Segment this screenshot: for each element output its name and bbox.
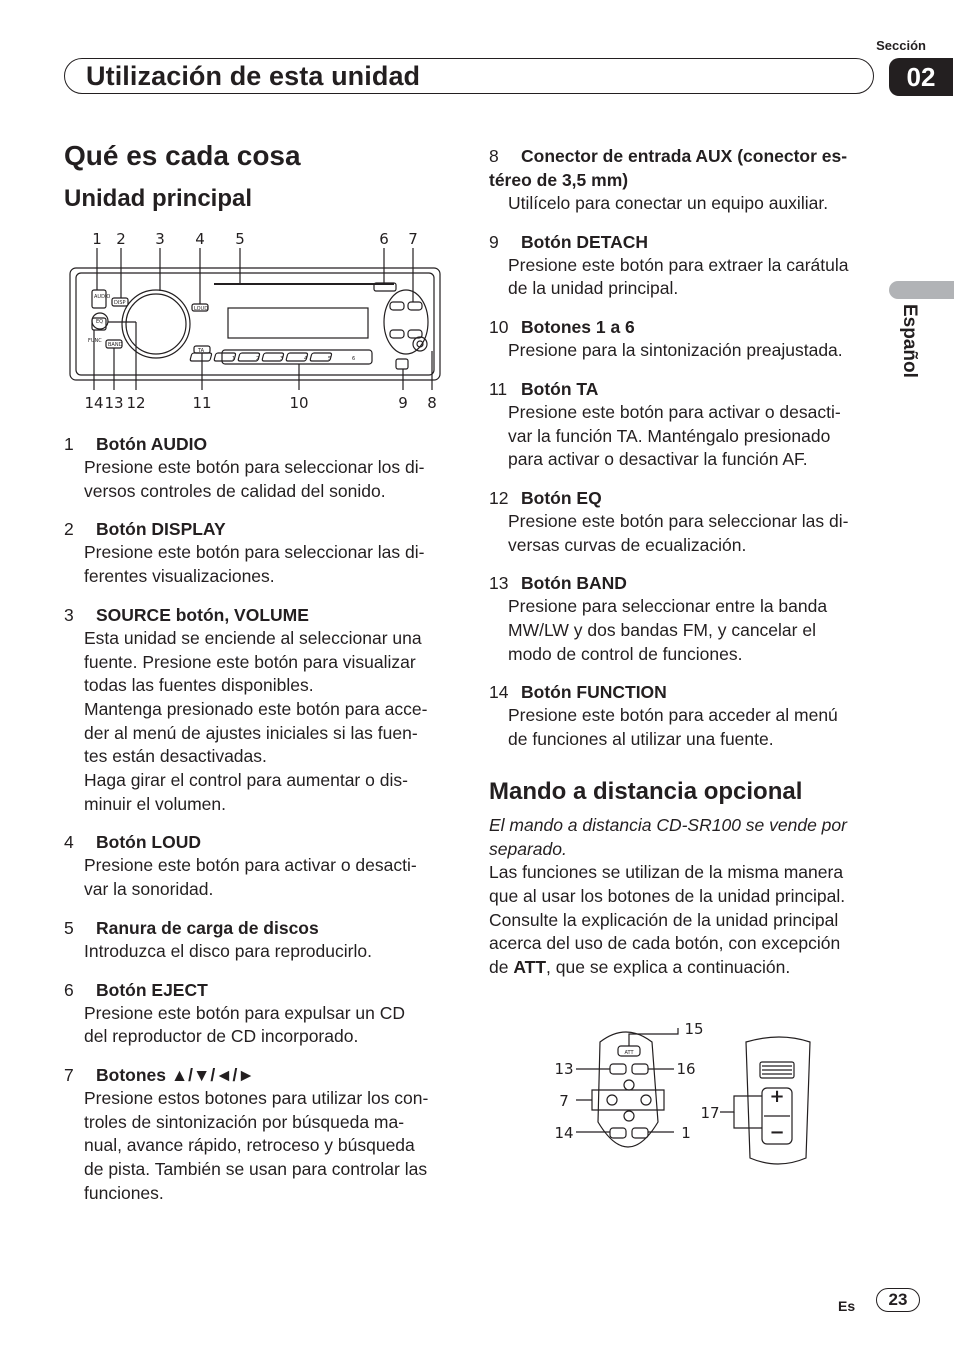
item-direction-buttons (64, 1063, 454, 1206)
item-number: 1 (64, 434, 74, 454)
callout-top-2: 2 (116, 230, 126, 248)
panel-label-loud: LOUD (194, 306, 209, 312)
item-number: 12 (489, 487, 509, 508)
item-body-line: Presione para seleccionar entre la banda (508, 596, 828, 617)
panel-label-band: BAND (108, 342, 123, 348)
remote-callout-7: 7 (559, 1092, 569, 1110)
item-title: Botón BAND (521, 573, 627, 594)
callout-top-6: 6 (379, 230, 389, 248)
item-body-line: de funciones al utilizar una fuente. (508, 729, 774, 750)
item-body-line: Presione este botón para extraer la carátula (508, 254, 849, 275)
language-side-text: Español (899, 304, 920, 378)
language-code: Es (838, 1298, 856, 1314)
detach-button-shape (396, 359, 408, 369)
panel-label-preset-6: 6 (352, 356, 356, 362)
panel-label-eq: EQ (96, 319, 104, 325)
volume-knob-shape (126, 294, 186, 354)
item-body-line: Presione este botón para seleccionar las di- (84, 542, 425, 563)
item-body-line: der al menú de ajustes iniciales si las fuen- (84, 722, 418, 743)
callout-top-5: 5 (235, 230, 245, 248)
panel-label-preset-3: 3 (280, 356, 284, 362)
item-body-line: Mantenga presionado este botón para acce- (84, 698, 428, 719)
callout-top-3: 3 (155, 230, 165, 248)
item-body-line: var la función TA. Manténgalo presionado (508, 425, 831, 446)
item-title: Botones ▲/▼/◄/► (96, 1064, 255, 1085)
callout-top-4: 4 (195, 230, 205, 248)
panel-label-preset-1: 1 (232, 356, 236, 362)
callout-bottom-8: 8 (427, 394, 437, 412)
item-title: Conector de entrada AUX (conector es- (521, 146, 848, 166)
item-eq (489, 486, 879, 557)
item-title: Ranura de carga de discos (96, 917, 319, 938)
volume-minus-label: − (769, 1122, 785, 1143)
item-title: Botón LOUD (96, 832, 201, 853)
band-button-remote (610, 1064, 626, 1074)
item-number: 9 (489, 231, 499, 252)
remote-callout-14: 14 (554, 1124, 574, 1142)
remote-note-line: separado. (489, 838, 567, 859)
panel-label-preset-2: 2 (256, 356, 260, 362)
item-number: 4 (64, 832, 74, 853)
item-detach (489, 230, 879, 301)
section-number-badge: 02 (889, 58, 953, 96)
remote-callout-15: 15 (684, 1020, 704, 1038)
section-label: Sección (876, 38, 926, 53)
item-body-line: funciones. (84, 1182, 164, 1203)
panel-label-audio: AUDIO (94, 294, 111, 300)
item-number: 7 (64, 1064, 74, 1085)
item-title: Botón DISPLAY (96, 519, 226, 540)
audio-button-remote (632, 1128, 648, 1138)
item-display (64, 517, 454, 588)
item-number: 11 (489, 378, 508, 399)
item-title: Botones 1 a 6 (521, 317, 635, 338)
item-title: Botón FUNCTION (521, 682, 667, 703)
item-body-line: modo de control de funciones. (508, 643, 743, 664)
item-body-line: Haga girar el control para aumentar o dis- (84, 770, 408, 791)
panel-label-preset-5: 5 (328, 356, 332, 362)
item-number: 6 (64, 979, 74, 1000)
item-presets (489, 315, 879, 363)
head-unit-diagram (64, 226, 454, 418)
att-keyword: ATT (513, 957, 547, 978)
item-loud (64, 830, 454, 901)
item-body-line: versas curvas de ecualización. (508, 534, 747, 555)
remote-callout-1: 1 (681, 1124, 691, 1142)
callout-bottom-11: 11 (192, 394, 212, 412)
right-item-list (489, 144, 879, 980)
callout-bottom-9: 9 (398, 394, 408, 412)
item-disc-slot (64, 916, 454, 964)
item-title: Botón TA (521, 378, 599, 399)
left-button-remote (607, 1095, 617, 1105)
remote-callout-17: 17 (700, 1104, 720, 1122)
remote-description-line: de ATT, que se explica a continuación. (489, 957, 791, 978)
direction-pad-shape (384, 290, 428, 354)
panel-label-func: FUNC (88, 338, 102, 344)
item-body-line: Introduzca el disco para reproducirlo. (84, 940, 372, 961)
item-body-line: var la sonoridad. (84, 879, 214, 900)
item-aux (489, 144, 879, 216)
page-title: Qué es cada cosa (64, 140, 301, 171)
item-title: Botón EQ (521, 487, 602, 508)
unit-subtitle: Unidad principal (64, 185, 253, 212)
item-number: 14 (489, 682, 509, 703)
item-number: 10 (489, 317, 509, 338)
item-body-line: troles de sintonización por búsqueda ma- (84, 1111, 405, 1132)
display-window-shape (228, 308, 368, 338)
item-body-line: todas las fuentes disponibles. (84, 675, 314, 696)
item-body-line: Presione este botón para seleccionar los di- (84, 457, 425, 477)
item-body-line: Presione este botón para expulsar un CD (84, 1002, 406, 1023)
down-button-remote (624, 1111, 634, 1121)
unit-faceplate (76, 273, 434, 375)
panel-label-preset-4: 4 (304, 356, 308, 362)
item-body-line: Presione estos botones para utilizar los con- (84, 1087, 429, 1108)
item-body-line: versos controles de calidad del sonido. (84, 480, 386, 501)
remote-description-line: que al usar los botones de la unidad principal. (489, 885, 846, 906)
language-side-label (890, 302, 950, 402)
left-item-list (64, 432, 454, 1219)
item-title: Botón AUDIO (96, 434, 208, 454)
remote-callout-16: 16 (676, 1060, 696, 1078)
item-body-line: Presione este botón para acceder al menú (508, 705, 838, 726)
item-band (489, 571, 879, 666)
remote-description-line: Las funciones se utilizan de la misma manera (489, 862, 844, 883)
page-number: 23 (876, 1288, 920, 1312)
item-number: 2 (64, 519, 74, 540)
item-function (489, 680, 879, 751)
remote-note-line: El mando a distancia CD-SR100 se vende por (489, 814, 847, 835)
item-number: 5 (64, 917, 74, 938)
page-header-title: Utilización de esta unidad (86, 61, 421, 91)
volume-plus-label: + (769, 1086, 785, 1107)
item-eject (64, 978, 454, 1049)
panel-label-ta: TA (198, 348, 205, 354)
item-audio (64, 432, 454, 503)
remote-diagram (548, 1012, 828, 1172)
remote-subtitle: Mando a distancia opcional (489, 777, 803, 805)
item-title: Botón DETACH (521, 231, 649, 252)
item-title-continuation: téreo de 3,5 mm) (489, 170, 629, 190)
panel-label-display: DISP (114, 300, 126, 306)
remote-description (489, 861, 879, 980)
item-ta (489, 377, 879, 472)
func-button-remote (610, 1128, 626, 1138)
item-title: SOURCE botón, VOLUME (96, 604, 309, 625)
item-title: Botón EJECT (96, 979, 208, 1000)
display-button-remote (632, 1064, 648, 1074)
remote-description-line: acerca del uso de cada botón, con excepción (489, 933, 841, 954)
language-tab (889, 281, 954, 299)
remote-note (489, 814, 879, 861)
callout-bottom-12: 12 (126, 394, 146, 412)
callout-top-1: 1 (92, 230, 102, 248)
callout-bottom-10: 10 (289, 394, 309, 412)
item-body-line: Presione este botón para activar o desacti- (84, 855, 417, 876)
callout-bottom-14: 14 (84, 394, 104, 412)
item-body-line: nual, avance rápido, retroceso y búsqueda (84, 1135, 415, 1156)
aux-jack-shape (413, 337, 427, 351)
item-body-line: del reproductor de CD incorporado. (84, 1026, 359, 1047)
item-body-line: de pista. También se usan para controlar las (84, 1159, 428, 1180)
item-body-line: Esta unidad se enciende al seleccionar una (84, 627, 422, 648)
item-number: 8 (489, 146, 499, 166)
preset-buttons (190, 353, 332, 361)
item-number: 13 (489, 573, 509, 594)
item-body-line: MW/LW y dos bandas FM, y cancelar el (508, 620, 816, 641)
item-body-line: Presione este botón para seleccionar las di- (508, 510, 849, 531)
item-body-line: Presione este botón para activar o desacti- (508, 401, 841, 422)
item-body-line: para activar o desactivar la función AF. (508, 449, 808, 470)
item-body-line: tes están desactivadas. (84, 746, 267, 767)
item-body-line: minuir el volumen. (84, 793, 226, 814)
remote-description-line: Consulte la explicación de la unidad principal (489, 909, 839, 930)
item-body-line: fuente. Presione este botón para visualizar (84, 651, 416, 672)
item-number: 3 (64, 604, 74, 625)
up-button-remote (624, 1080, 634, 1090)
item-body-line: ferentes visualizaciones. (84, 566, 275, 587)
item-body-line: Utilícelo para conectar un equipo auxiliar. (508, 193, 829, 213)
remote-callout-13: 13 (554, 1060, 574, 1078)
item-source-volume (64, 603, 454, 817)
item-body-line: de la unidad principal. (508, 278, 679, 299)
right-button-remote (641, 1095, 651, 1105)
callout-bottom-13: 13 (104, 394, 124, 412)
callout-top-7: 7 (408, 230, 418, 248)
item-body-line: Presione para la sintonización preajustada. (508, 340, 843, 361)
remote-att-label: ATT (624, 1050, 634, 1056)
